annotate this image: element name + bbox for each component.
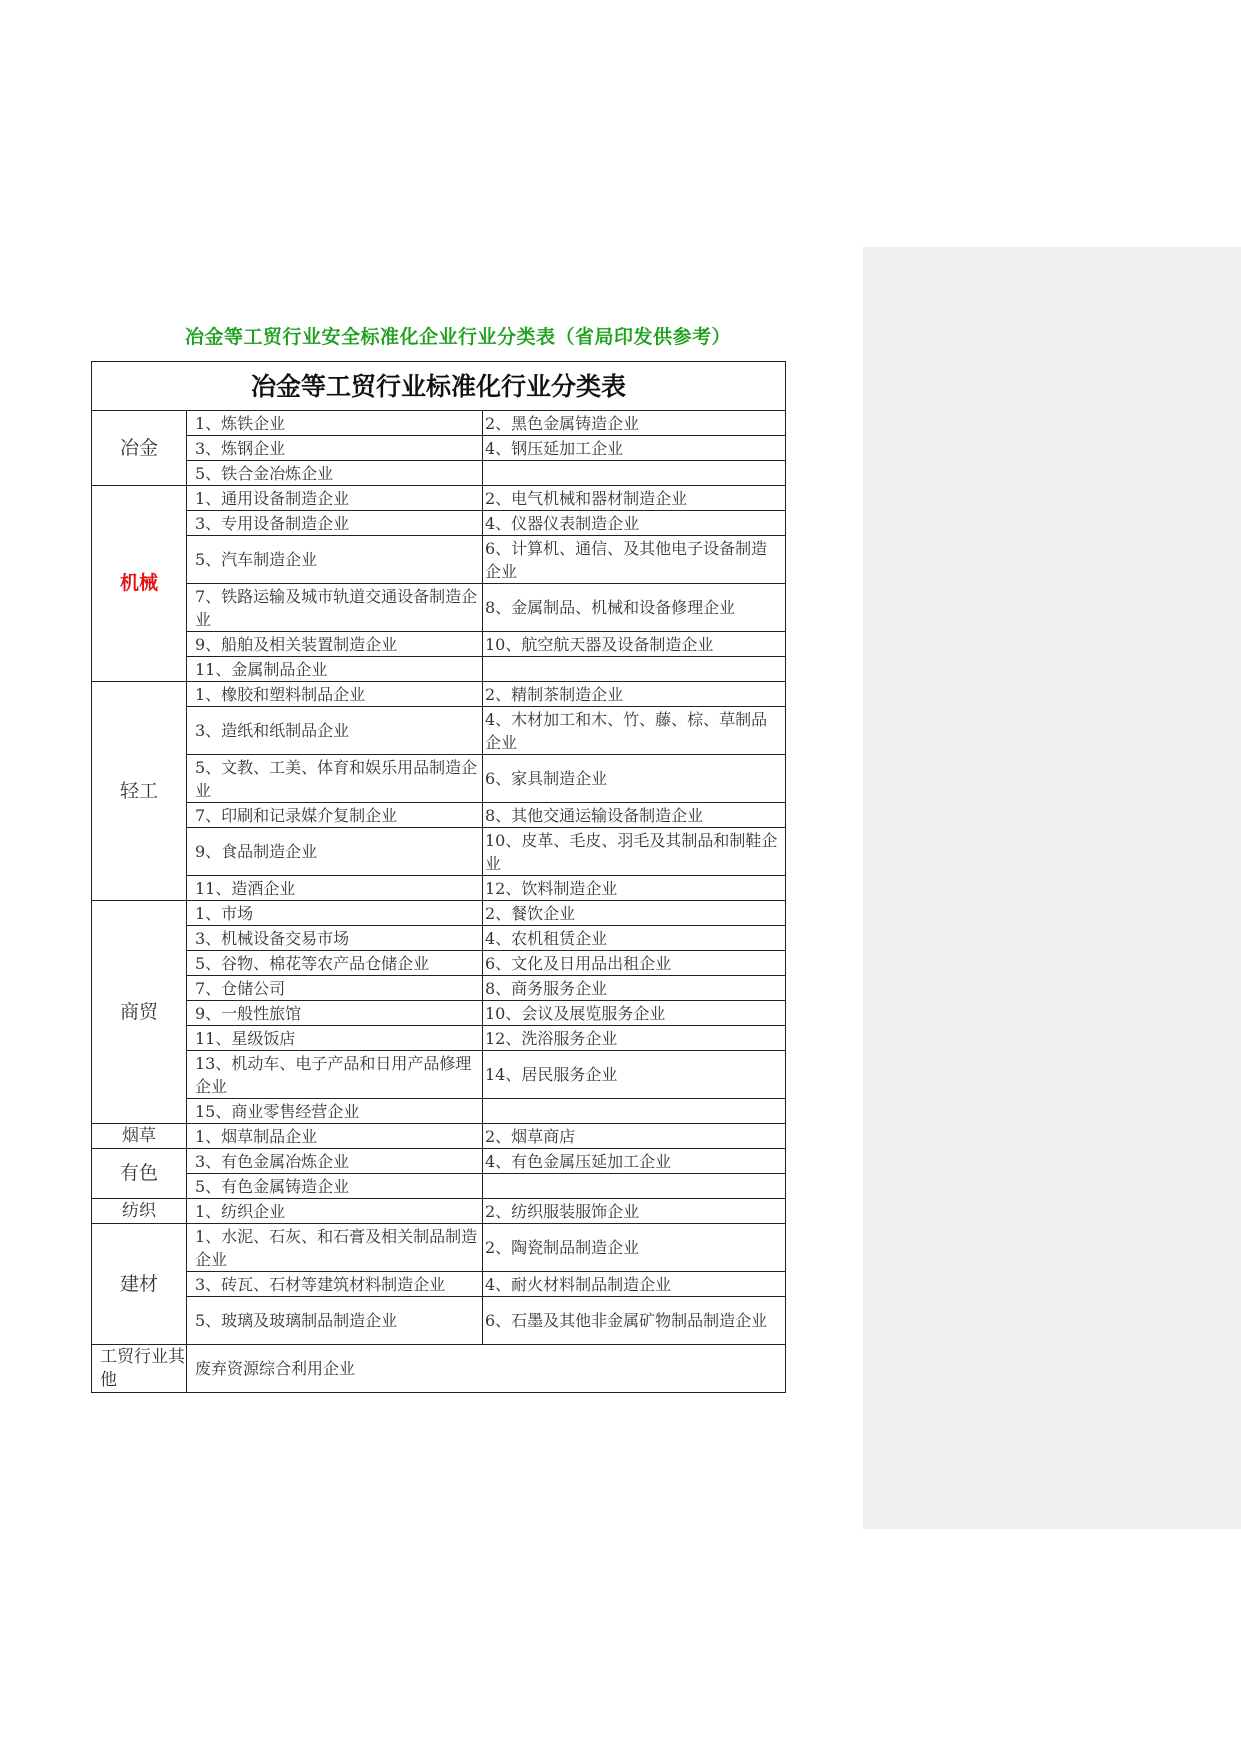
table-cell: 6、文化及日用品出租企业 bbox=[483, 951, 786, 976]
table-cell: 12、饮料制造企业 bbox=[483, 876, 786, 901]
table-cell bbox=[483, 657, 786, 682]
table-cell: 9、船舶及相关装置制造企业 bbox=[187, 632, 483, 657]
category-machinery: 机械 bbox=[92, 486, 187, 682]
table-cell: 2、精制茶制造企业 bbox=[483, 682, 786, 707]
category-light-industry: 轻工 bbox=[92, 682, 187, 901]
table-cell: 2、电气机械和器材制造企业 bbox=[483, 486, 786, 511]
table-cell: 7、印刷和记录媒介复制企业 bbox=[187, 803, 483, 828]
table-cell: 6、家具制造企业 bbox=[483, 755, 786, 803]
industry-classification-table bbox=[91, 361, 786, 1393]
table-cell: 1、市场 bbox=[187, 901, 483, 926]
table-cell: 5、有色金属铸造企业 bbox=[187, 1174, 483, 1199]
table-cell: 5、谷物、棉花等农产品仓储企业 bbox=[187, 951, 483, 976]
table-cell: 8、商务服务企业 bbox=[483, 976, 786, 1001]
table-cell: 3、砖瓦、石材等建筑材料制造企业 bbox=[187, 1272, 483, 1297]
table-cell bbox=[483, 1174, 786, 1199]
table-cell: 7、铁路运输及城市轨道交通设备制造企业 bbox=[187, 584, 483, 632]
table-cell: 5、玻璃及玻璃制品制造企业 bbox=[187, 1297, 483, 1345]
table-cell: 3、机械设备交易市场 bbox=[187, 926, 483, 951]
category-building-materials: 建材 bbox=[92, 1224, 187, 1345]
table-cell: 1、炼铁企业 bbox=[187, 411, 483, 436]
table-cell: 4、木材加工和木、竹、藤、棕、草制品企业 bbox=[483, 707, 786, 755]
table-cell: 10、航空航天器及设备制造企业 bbox=[483, 632, 786, 657]
table-cell: 14、居民服务企业 bbox=[483, 1051, 786, 1099]
category-metallurgy: 冶金 bbox=[92, 411, 187, 486]
table-cell: 3、炼钢企业 bbox=[187, 436, 483, 461]
table-cell: 15、商业零售经营企业 bbox=[187, 1099, 483, 1124]
comment-margin-panel bbox=[863, 247, 1241, 1529]
table-cell: 6、计算机、通信、及其他电子设备制造企业 bbox=[483, 536, 786, 584]
table-cell: 11、金属制品企业 bbox=[187, 657, 483, 682]
table-cell: 2、餐饮企业 bbox=[483, 901, 786, 926]
table-cell: 1、橡胶和塑料制品企业 bbox=[187, 682, 483, 707]
table-cell: 3、有色金属冶炼企业 bbox=[187, 1149, 483, 1174]
table-cell: 7、仓储公司 bbox=[187, 976, 483, 1001]
table-cell: 1、通用设备制造企业 bbox=[187, 486, 483, 511]
table-cell: 4、耐火材料制品制造企业 bbox=[483, 1272, 786, 1297]
table-cell: 3、专用设备制造企业 bbox=[187, 511, 483, 536]
table-cell: 5、汽车制造企业 bbox=[187, 536, 483, 584]
table-cell: 12、洗浴服务企业 bbox=[483, 1026, 786, 1051]
table-cell: 11、造酒企业 bbox=[187, 876, 483, 901]
table-cell: 13、机动车、电子产品和日用产品修理企业 bbox=[187, 1051, 483, 1099]
category-other: 工贸行业其他 bbox=[92, 1345, 187, 1393]
table-cell: 2、纺织服装服饰企业 bbox=[483, 1199, 786, 1224]
category-tobacco: 烟草 bbox=[92, 1124, 187, 1149]
table-cell: 10、会议及展览服务企业 bbox=[483, 1001, 786, 1026]
table-cell: 2、陶瓷制品制造企业 bbox=[483, 1224, 786, 1272]
table-cell: 4、仪器仪表制造企业 bbox=[483, 511, 786, 536]
table-cell: 4、农机租赁企业 bbox=[483, 926, 786, 951]
table-cell: 2、黑色金属铸造企业 bbox=[483, 411, 786, 436]
table-cell: 5、文教、工美、体育和娱乐用品制造企业 bbox=[187, 755, 483, 803]
table-cell: 3、造纸和纸制品企业 bbox=[187, 707, 483, 755]
table-cell: 6、石墨及其他非金属矿物制品制造企业 bbox=[483, 1297, 786, 1345]
table-cell: 4、有色金属压延加工企业 bbox=[483, 1149, 786, 1174]
table-cell: 9、食品制造企业 bbox=[187, 828, 483, 876]
table-cell: 1、水泥、石灰、和石膏及相关制品制造企业 bbox=[187, 1224, 483, 1272]
table-cell: 8、金属制品、机械和设备修理企业 bbox=[483, 584, 786, 632]
table-cell: 废弃资源综合利用企业 bbox=[187, 1345, 786, 1393]
table-title: 冶金等工贸行业标准化行业分类表 bbox=[92, 362, 786, 411]
table-cell: 2、烟草商店 bbox=[483, 1124, 786, 1149]
table-cell: 1、烟草制品企业 bbox=[187, 1124, 483, 1149]
category-textile: 纺织 bbox=[92, 1199, 187, 1224]
table-cell: 11、星级饭店 bbox=[187, 1026, 483, 1051]
table-cell: 10、皮革、毛皮、羽毛及其制品和制鞋企业 bbox=[483, 828, 786, 876]
category-nonferrous: 有色 bbox=[92, 1149, 187, 1199]
table-cell: 4、钢压延加工企业 bbox=[483, 436, 786, 461]
table-cell: 5、铁合金冶炼企业 bbox=[187, 461, 483, 486]
category-commerce: 商贸 bbox=[92, 901, 187, 1124]
table-cell bbox=[483, 461, 786, 486]
table-cell bbox=[483, 1099, 786, 1124]
table-cell: 8、其他交通运输设备制造企业 bbox=[483, 803, 786, 828]
table-cell: 9、一般性旅馆 bbox=[187, 1001, 483, 1026]
document-heading: 冶金等工贸行业安全标准化企业行业分类表（省局印发供参考） bbox=[185, 326, 732, 348]
table-cell: 1、纺织企业 bbox=[187, 1199, 483, 1224]
